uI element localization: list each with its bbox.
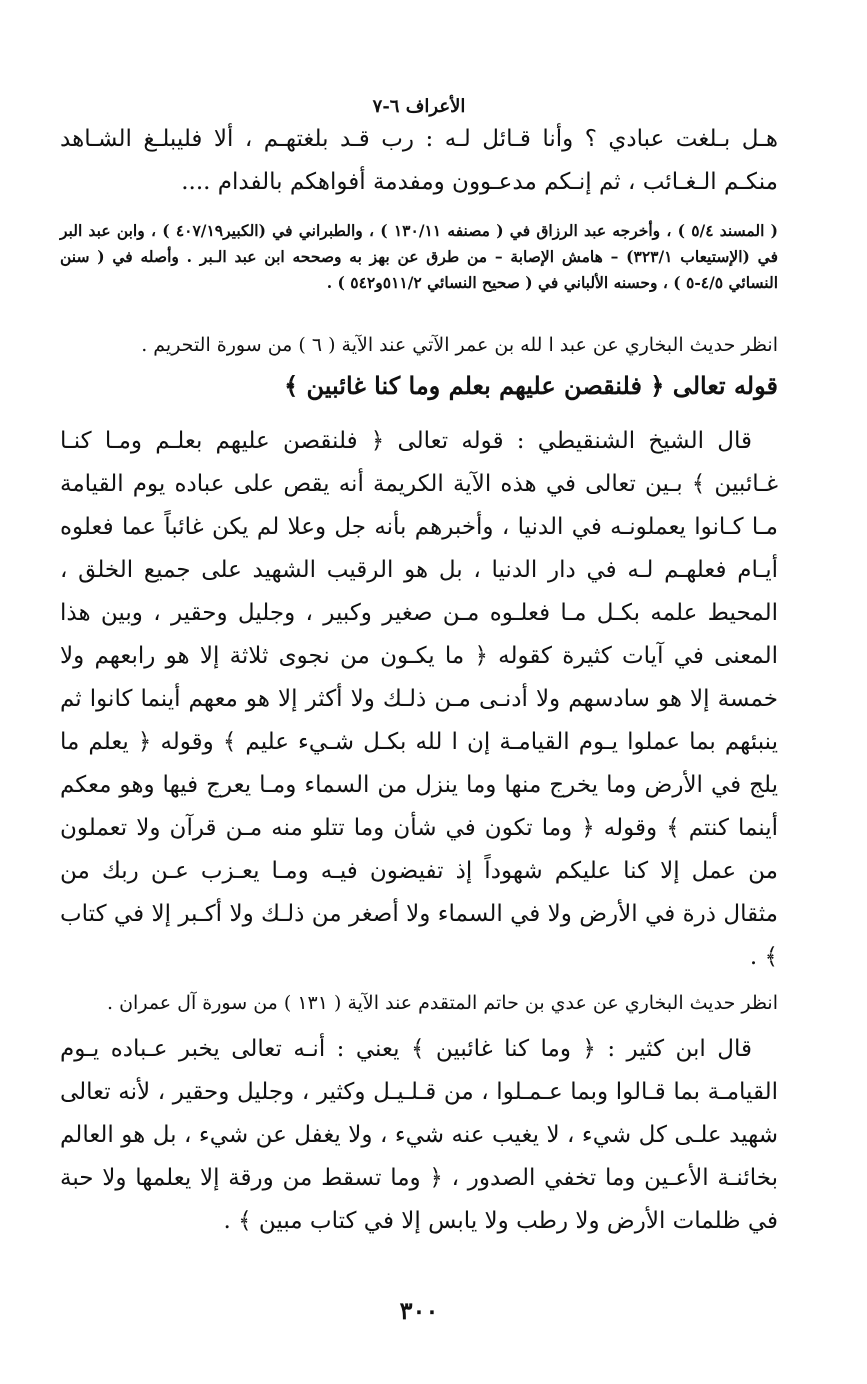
book-page (60, 0, 778, 1384)
see-also-tahrim: انظر حديث البخاري عن عبد ا لله بن عمر الآتي عند الآية ( ٦ ) من سورة التحريم . (141, 334, 778, 356)
running-header: الأعراف ٦-٧ (372, 96, 466, 117)
hadith-continuation: هـل بـلغت عبادي ؟ وأنا قـائل لـه : رب قـد بلغتهـم ، ألا فليبلـغ الشـاهد منكـم الـغـائب ، ثم إنـكم مدعـوون ومفدمة أفواهكم بالفدام .... (60, 126, 778, 195)
shinqiti-commentary: قال الشيخ الشنقيطي : قوله تعالى ﴿ فلنقصن عليهم بعلـم ومـا كنـا غـائبين ﴾ بـين تعالى في هذه الآية الكريمة أنه يقص على عباده يوم القيامة مـا كـانوا يعملونـه في الدنيا ، وأخبرهم بأنه جل وعلا لم يكن غائباً عما فعلوه أيـام فعلهـم لـه في دار الدنيا ، بل هو الرقيب الشهيد على جميع الخلق ، المحيط علمه بكـل مـا فعلـوه مـن صغير وكبير ، وجليل وحقير ، وبين هذا المعنى في آيات كثيرة كقوله ﴿ ما يكـون من نجوى ثلاثة إلا هو رابعهم ولا خمسة إلا هو سادسهم ولا أدنـى مـن ذلـك ولا أكثر إلا هو معهم أينما كانوا ثم ينبئهم بما عملوا يـوم القيامـة إن ا لله بكـل شـيء عليم ﴾ وقوله ﴿ يعلم ما يلج في الأرض وما يخرج منها وما ينزل من السماء ومـا يعرج فيها وهو معكم أينما كنتم ﴾ وقوله ﴿ وما تكون في شأن وما تتلو منه مـن قرآن ولا تعملون من عمل إلا كنا عليكم شهوداً إذ تفيضون فيـه ومـا يعـزب عـن ربك من مثقال ذرة في الأرض ولا في السماء ولا أصغر من ذلـك ولا أكـبر إلا في كتاب ﴾ . (60, 428, 778, 970)
verse-heading: قوله تعالى ﴿ فلنقصن عليهم بعلم وما كنا غائبين ﴾ (284, 371, 778, 400)
page-number: ٣٠٠ (399, 1296, 439, 1325)
see-also-al-imran: انظر حديث البخاري عن عدي بن حاتم المتقدم عند الآية ( ١٣١ ) من سورة آل عمران . (107, 992, 778, 1014)
ibn-kathir-commentary: قال ابن كثير : ﴿ وما كنا غائبين ﴾ يعني : أنـه تعالى يخبر عـباده يـوم القيامـة بما قـالوا وبما عـمـلوا ، من قـلـيـل وكثير ، وجليل وحقير ، لأنه تعالى شهيد علـى كل شيء ، لا يغيب عنه شيء ، ولا يغفل عن شيء ، بل هو العالم بخائنـة الأعـين وما تخفي الصدور ، ﴿ وما تسقط من ورقة إلا يعلمها ولا حبة في ظلمات الأرض ولا رطب ولا يابس إلا في كتاب مبين ﴾ . (60, 1036, 778, 1234)
source-notes: ( المسند ٥/٤ ) ، وأخرجه عبد الرزاق في ( مصنفه ١٣٠/١١ ) ، والطبراني في (الكبير٤٠٧/١٩ ) ، وابن عبد البر في (الإستيعاب ٣٢٣/١) – هامش الإصابة – من طرق عن بهز به وصححه ابن عبد الـبر . وأصله في ( سنن النسائي ٤/٥-٥ ) ، وحسنه الألباني في ( صحيح النسائي ٥١١/٢و٥٤٢ ) . (60, 221, 778, 292)
